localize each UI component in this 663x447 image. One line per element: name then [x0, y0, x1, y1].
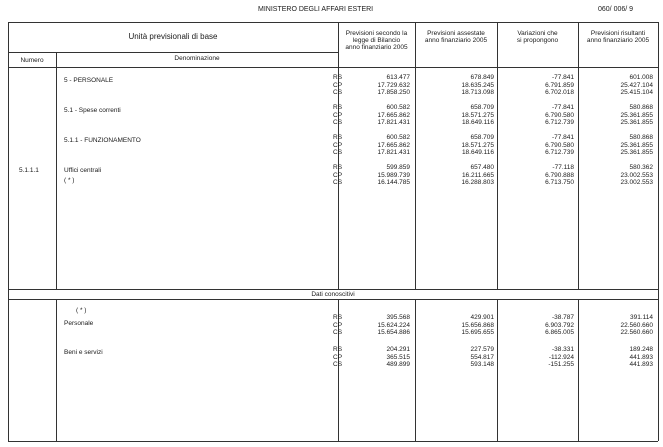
row-codes: RS CP CS — [333, 346, 343, 368]
row-note: ( * ) — [64, 177, 75, 184]
row-codes: RS CP CS — [333, 314, 343, 336]
row-label: Personale — [64, 320, 94, 327]
col-header-risultanti: Previsioni risultanti anno finanziario 2005 — [586, 30, 650, 44]
value-variazioni: -38.787 6.903.792 6.865.005 — [545, 314, 574, 336]
value-risultanti: 189.248 441.893 441.893 — [629, 346, 653, 368]
value-variazioni: -77.841 6.790.580 6.712.739 — [545, 104, 574, 126]
page-reference: 060/ 006/ 9 — [598, 6, 634, 13]
value-risultanti: 580.362 23.002.553 23.002.553 — [620, 164, 653, 186]
row-label: Uffici centrali — [64, 167, 102, 174]
value-bilancio: 395.568 15.624.224 15.654.886 — [377, 314, 410, 336]
row-label: 5.1 - Spese correnti — [64, 107, 121, 114]
value-assestate: 658.709 18.571.275 18.649.116 — [461, 134, 494, 156]
denominazione-header: Denominazione — [174, 55, 220, 62]
col-header-variazioni: Variazioni che si propongono — [516, 30, 559, 44]
value-bilancio: 613.477 17.729.632 17.858.250 — [377, 74, 410, 96]
value-assestate: 678.849 18.635.245 18.713.098 — [461, 74, 494, 96]
row-codes: RS CP CS — [333, 134, 343, 156]
value-variazioni: -77.841 6.791.859 6.702.018 — [545, 74, 574, 96]
value-assestate: 658.709 18.571.275 18.649.116 — [461, 104, 494, 126]
value-variazioni: -38.331 -112.924 -151.255 — [548, 346, 574, 368]
value-risultanti: 601.008 25.427.104 25.415.104 — [620, 74, 653, 96]
unit-title: Unità previsionali di base — [128, 32, 218, 41]
row-codes: RS CP CS — [333, 104, 343, 126]
row-codes: RS CP CS — [333, 164, 343, 186]
row-label: Beni e servizi — [64, 349, 103, 356]
col-header-bilancio: Previsioni secondo la legge di Bilancio anno finanziario 2005 — [345, 30, 408, 51]
section-title: Dati conoscitivi — [311, 291, 355, 298]
value-variazioni: -77.118 6.790.888 6.713.750 — [545, 164, 574, 186]
value-assestate: 657.480 16.211.665 16.288.803 — [461, 164, 494, 186]
value-risultanti: 391.114 22.560.660 22.560.660 — [620, 314, 653, 336]
section-note: ( * ) — [76, 307, 87, 314]
row-codes: RS CP CS — [333, 74, 343, 96]
ministry-title: MINISTERO DEGLI AFFARI ESTERI — [258, 6, 374, 13]
value-risultanti: 580.868 25.361.855 25.361.855 — [620, 134, 653, 156]
row-label: 5 - PERSONALE — [64, 77, 114, 84]
value-bilancio: 600.582 17.665.862 17.821.431 — [377, 134, 410, 156]
col-header-assestate: Previsioni assestate anno finanziario 2005 — [424, 30, 488, 44]
numero-header: Numero — [20, 57, 44, 64]
value-bilancio: 599.859 15.989.739 16.144.785 — [377, 164, 410, 186]
row-label: 5.1.1 - FUNZIONAMENTO — [64, 137, 141, 144]
value-risultanti: 580.868 25.361.855 25.361.855 — [620, 104, 653, 126]
value-bilancio: 600.582 17.665.862 17.821.431 — [377, 104, 410, 126]
value-assestate: 429.901 15.656.868 15.695.655 — [461, 314, 494, 336]
row-numero: 5.1.1.1 — [19, 167, 39, 174]
value-assestate: 227.579 554.817 593.148 — [470, 346, 494, 368]
value-bilancio: 204.291 365.515 489.899 — [386, 346, 410, 368]
value-variazioni: -77.841 6.790.580 6.712.739 — [545, 134, 574, 156]
